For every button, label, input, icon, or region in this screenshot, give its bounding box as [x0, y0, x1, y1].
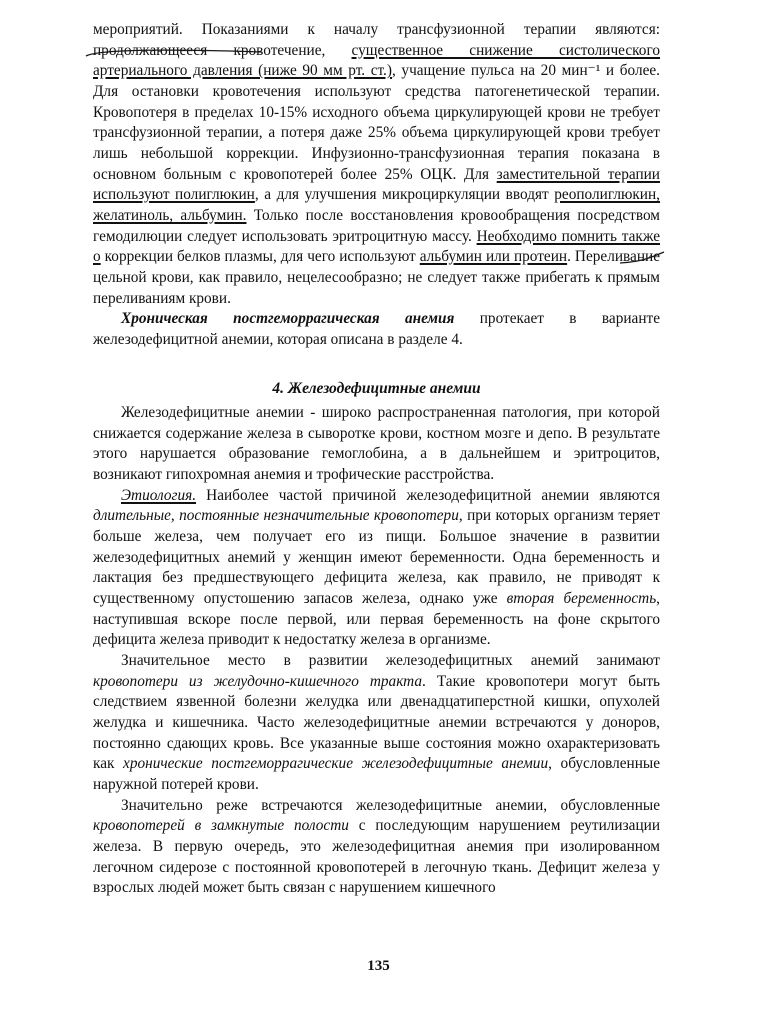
emphasized-text: хронические постгеморрагические железодефицитные анемии [123, 755, 549, 773]
emphasized-text: вторая беременность [506, 590, 657, 608]
emphasized-text: кровопотери из желудочно-кишечного тракта [93, 672, 423, 690]
text-run: протекает в варианте железодефицитной анемии, которая описана в разделе 4. [93, 310, 660, 348]
underlined-text: заместительной терапии используют полиглюкин [93, 165, 660, 204]
section-body [93, 403, 660, 899]
underlined-text: Этиология. [121, 486, 197, 504]
text-run: , обусловленные наружной потерей крови. [93, 755, 660, 793]
emphasized-text: кровопотерей в замкнутые полости [93, 817, 349, 835]
body-text [93, 20, 660, 899]
text-run: . Такие кровопотери могут быть следствием язвенной болезни желудка или двенадцатиперстной кишки, опухолей желудка и кишечника. Часто железодефицитные анемии встречаются у доноров, постоянно сдающих кровь. Все указанные выше состояния можно охарактеризовать как [93, 672, 660, 773]
text-run: Только после восстановления кровообращения посредством гемодилюции следует использовать эритроцитную массу. [93, 206, 660, 245]
text-run: Наиболее частой причиной железодефицитной анемии являются [196, 486, 660, 504]
underlined-text: Необходимо помнить также о [93, 227, 660, 266]
text-run: Значительно реже встречаются железодефицитные анемии, обусловленные [121, 796, 660, 814]
underlined-text: существенное снижение систолического артериального давления (ниже 90 мм рт. ст.) [93, 41, 660, 80]
text-run: мероприятий. Показаниями к началу трансфузионной терапии являются: продолжающееся кровотечение, [93, 21, 660, 59]
text-run: Значительное место в развитии железодефицитных анемий занимают [121, 652, 660, 670]
text-run: с последующим нарушением реутилизации железа. В первую очередь, это железодефицитная анемия при изолированном легочном сидерозе с постоянной кровопотерей в легочную ткань. Дефицит железа у взрослых людей может быть связан с нарушением кишечного [93, 817, 661, 897]
emphasized-text: длительные, постоянные незначительные кровопотери [93, 507, 459, 525]
paragraph-p2 [93, 309, 660, 350]
pre-section-text [93, 20, 660, 351]
paragraph-p4 [93, 486, 660, 651]
text-run: , а для улучшения микроциркуляции вводят [254, 186, 555, 204]
text-run: коррекции белков плазмы, для чего используют [100, 248, 420, 266]
paragraph-p1 [93, 20, 660, 309]
text-run: , учащение пульса на 20 мин⁻¹ и более. Для остановки кровотечения используют средства патогенетической терапии. Кровопотеря в пределах 10-15% исходного объема циркулирующей крови не требует трансфузионной терапии, а потеря даже 25% объема циркулирующей крови требует лишь небольшой коррекции. Инфузионно-трансфузионная терапия показана в основном больным с кровопотерей более 25% ОЦК. Для [93, 62, 661, 183]
paragraph-p3 [93, 403, 660, 486]
text-run: , наступившая вскоре после первой, или первая беременность на фоне скрытого дефицита железа приводит к недостатку железа в организме. [93, 590, 660, 649]
emphasized-text: Хроническая постгеморрагическая анемия [121, 310, 455, 328]
paragraph-p5 [93, 651, 660, 796]
text-run: , при которых организм теряет больше железа, чем получает его из пищи. Большое значение в развитии железодефицитных анемий у женщин имеют беременности. Одна беременность и лактация без предшествующего дефицита железа, как правило, не приводят к существенному опустошению запасов железа, однако уже [93, 507, 660, 608]
section-heading: 4. Железодефицитные анемии [272, 379, 481, 397]
underlined-text: реополиглюкин, желатиноль, альбумин. [93, 186, 661, 224]
paragraph-p6 [93, 796, 660, 899]
page-number: 135 [367, 958, 390, 974]
text-run: . Переливание цельной крови, как правило, нецелесообразно; не следует также прибегать к прямым переливаниям крови. [93, 248, 660, 307]
underlined-text: альбумин или протеин [419, 248, 568, 266]
text-run: Железодефицитные анемии - широко распространенная патология, при которой снижается содержание железа в сыворотке крови, костном мозге и депо. В результате этого нарушается образование гемоглобина, а в дальнейшем и эритроцитов, возникают гипохромная анемия и трофические расстройства. [93, 404, 660, 484]
